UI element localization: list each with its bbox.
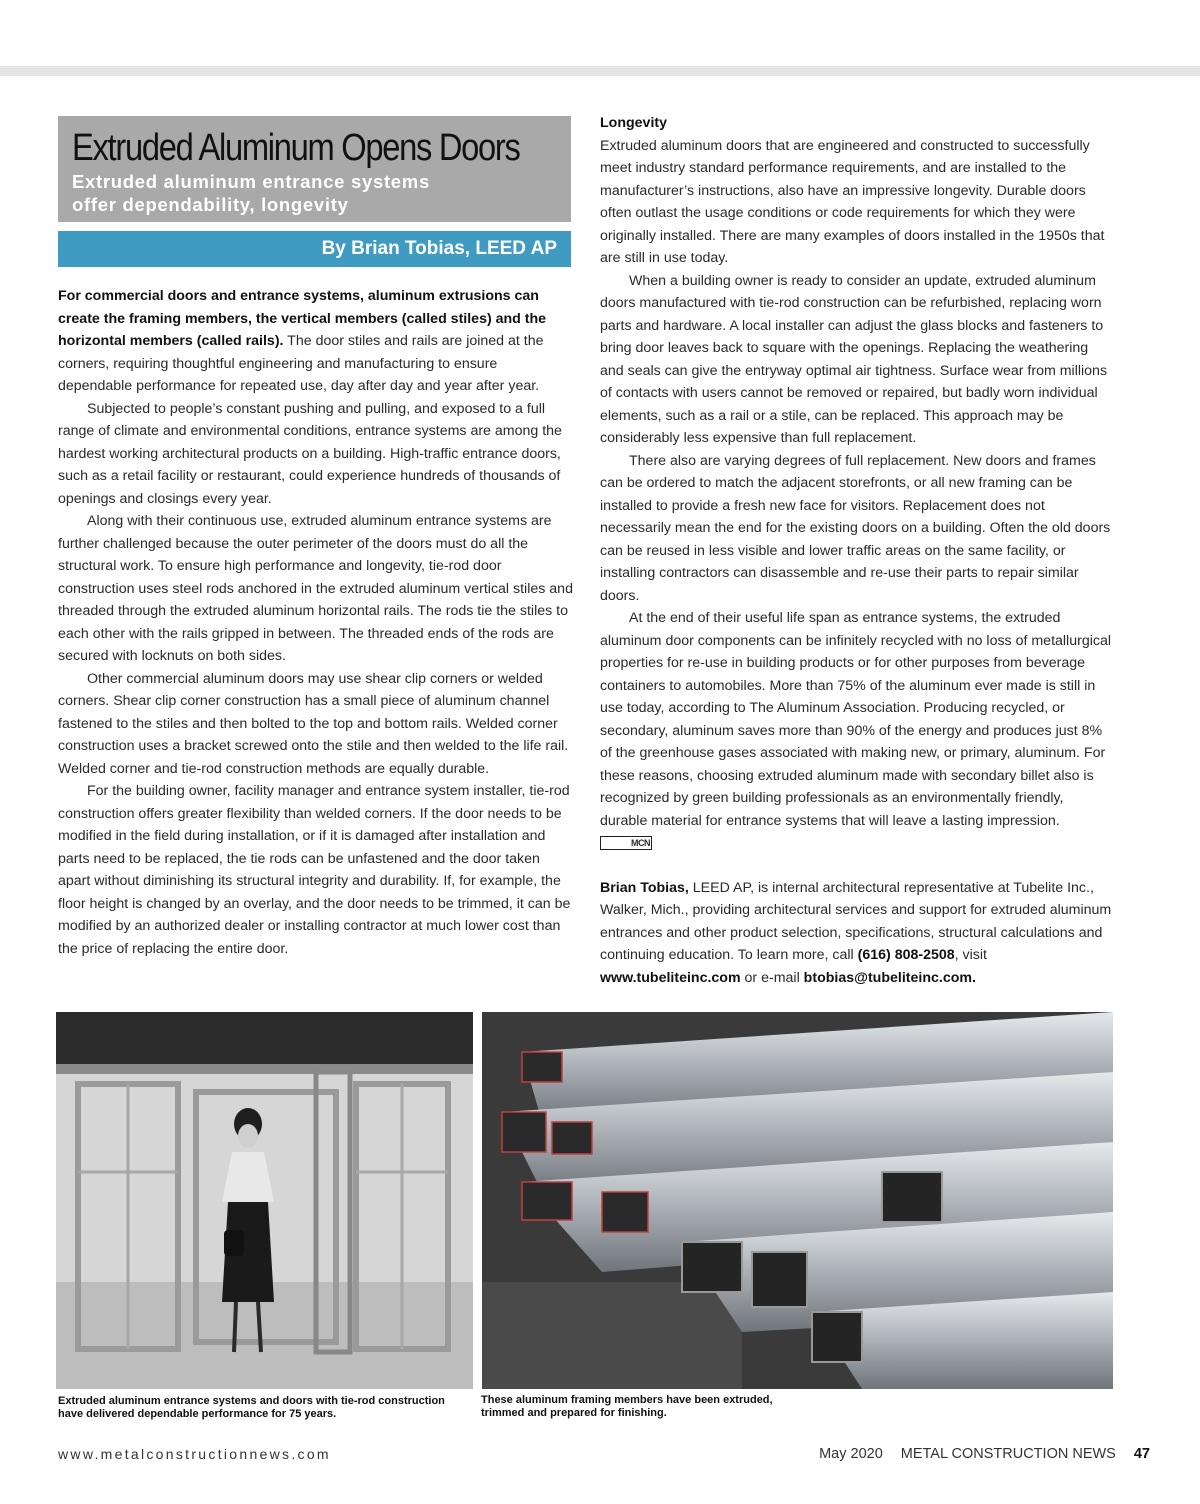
longevity-paragraph-2: When a building owner is ready to consider an update, extruded aluminum doors manufactured with tie-rod construction can be refurbished, replacing worn parts and hardware. A local installer can adjust the glass blocks and fasteners to bring door leaves back to square with the openings. Replacing the weathering and seals can give the entryway optimal air tightness. Surface wear from millions of contacts with users cannot be removed or repaired, but badly worn individual elements, such as a rail or a stile, can be replaced. This approach may be considerably less expensive than full replacement. (600, 272, 1108, 446)
bio-text: LEED AP, is internal architectural representative at Tubelite Inc., Walker, Mich., providing architectural services and support for extruded aluminum entrances and other product selection, specifications, structural calculations and continuing education. To learn more, call (600, 879, 1112, 963)
intro-paragraph (58, 285, 574, 398)
bio-phone: (616) 808-2508 (857, 947, 955, 963)
article-subtitle (72, 171, 557, 216)
byline: By Brian Tobias, LEED AP (58, 231, 571, 267)
page-number: 47 (1133, 1446, 1150, 1462)
end-mark-icon: MCN (600, 836, 652, 850)
longevity-paragraph-4 (600, 607, 1114, 855)
longevity-paragraph-3: There also are varying degrees of full replacement. New doors and frames can be ordered to match the adjacent storefronts, or all new framing can be installed to provide a fresh new face for visitors. Replacement does not necessarily mean the end for the existing doors on a building. Often the old doors can be reused in less visible and lower traffic areas on the same facility, or installing contractors can disassemble and re-use their parts to repair similar doors. (600, 452, 1111, 604)
right-column (600, 112, 1114, 989)
subtitle-line-1: Extruded aluminum entrance systems (72, 171, 430, 192)
intro-rest: The door stiles and rails are joined at the corners, requiring thoughtful engineering and manufacturing to ensure dependable performance for repeated use, day after day and year after year. (58, 333, 544, 394)
paragraph-5: For the building owner, facility manager and entrance system installer, tie-rod construction offers greater flexibility than welded corners. If the door needs to be modified in the field during installation, or if it is damaged after installation and parts need to be replaced, the tie rods can be unfastened and the door taken apart without diminishing its structural integrity and durability. If, for example, the floor height is changed by an overlay, and the door needs to be trimmed, it can be modified by an authorized dealer or installing contractor at much lower cost than the price of replacing the entire door. (58, 783, 571, 957)
door-photo (56, 1012, 473, 1389)
bio-name: Brian Tobias, (600, 879, 689, 896)
title-box (58, 116, 571, 222)
left-column (58, 285, 574, 960)
bio-url-link[interactable]: www.tubeliteinc.com (600, 969, 741, 986)
section-heading: Longevity (600, 115, 668, 131)
longevity-paragraph-1: Extruded aluminum doors that are engineered and constructed to successfully meet industry standard performance requirements, and are installed to the manufacturer’s instructions, also have an impressive longevity. Durable doors often outlast the usage conditions or code requirements for which they were originally installed. There are many examples of doors installed in the 1950s that are still in use today. (600, 137, 1105, 266)
paragraph-3: Along with their continuous use, extruded aluminum entrance systems are further challenged because the outer perimeter of the doors must do all the structural work. To ensure high performance and longevity, tie-rod door construction uses steel rods anchored in the extruded aluminum vertical stiles and threaded through the extruded aluminum horizontal rails. The rods tie the stiles to each other with the rails gripped in between. The threaded ends of the rods are secured with locknuts on both sides. (58, 513, 573, 664)
longevity-paragraph-4-text: At the end of their useful life span as entrance systems, the extruded aluminum door components can be infinitely recycled with no loss of metallurgical properties for re-use in building products or for other purposes from beverage containers to automobiles. More than 75% of the aluminum ever made is still in use today, according to The Aluminum Association. Producing recycled, or secondary, aluminum saves more than 90% of the energy and produces just 8% of the greenhouse gases associated with making new, or primary, aluminum. For these reasons, choosing extruded aluminum made with secondary billet also is recognized by green building professionals as an environmentally friendly, durable material for entrance systems that will leave a lasting impression. (600, 610, 1111, 829)
extrusions-photo-illustration (482, 1012, 1113, 1389)
footer-publication: METAL CONSTRUCTION NEWS (900, 1446, 1116, 1462)
caption-door-photo: Extruded aluminum entrance systems and doors with tie-rod construction have delivered dependable performance for 75 years. (58, 1395, 445, 1420)
author-bio (600, 877, 1114, 990)
paragraph-2: Subjected to people’s constant pushing and pulling, and exposed to a full range of climate and environmental conditions, entrance systems are among the hardest working architectural products on a building. High-traffic entrance doors, such as a retail facility or restaurant, could experience hundreds of thousands of openings and closings every year. (58, 400, 562, 507)
extrusions-photo (482, 1012, 1113, 1389)
spacer (600, 855, 1114, 877)
bio-email-link[interactable]: btobias@tubeliteinc.com. (803, 969, 976, 986)
caption-extrusions-photo: These aluminum framing members have been extruded, trimmed and prepared for finishing. (481, 1394, 773, 1419)
article-title: Extruded Aluminum Opens Doors (72, 127, 520, 169)
intro-bold: For commercial doors and entrance systems, aluminum extrusions can create the framing members, the vertical members (called stiles) and the horizontal members (called rails). (58, 288, 547, 349)
footer-date: May 2020 (819, 1446, 883, 1462)
paragraph-4: Other commercial aluminum doors may use shear clip corners or welded corners. Shear clip corner construction has a small piece of aluminum channel fastened to the stiles and then bolted to the top and bottom rails. Welded corner construction uses a bracket screwed onto the stile and then welded to the life rail. Welded corner and tie-rod construction methods are equally durable. (58, 670, 569, 777)
bio-or: or e-mail (740, 969, 804, 986)
footer-url-link[interactable]: www.metalconstructionnews.com (58, 1446, 331, 1462)
bio-visit: , visit (954, 947, 987, 963)
door-photo-illustration (56, 1012, 473, 1389)
footer-folio (819, 1446, 1150, 1462)
top-rule (0, 66, 1200, 76)
subtitle-line-2: offer dependability, longevity (72, 193, 349, 215)
